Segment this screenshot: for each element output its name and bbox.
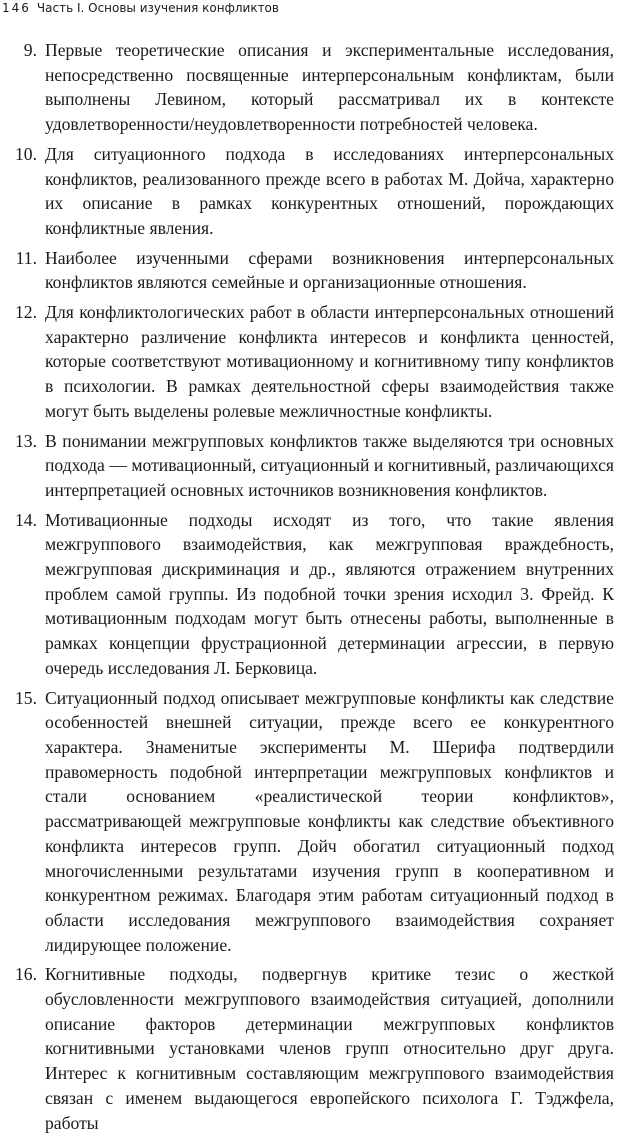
list-item [0,686,620,958]
item-number: 10. [15,143,37,164]
item-text: В понимании межгрупповых конфликтов также выделяются три основных подхода — мотивационный, ситуационный и когнитивный, различающихся интерпретацией основных источников возникновения конфликтов. [45,430,614,500]
list-item [0,142,620,241]
item-text: Для ситуационного подхода в исследованиях интерперсональных конфликтов, реализованного прежде всего в работах М. Дойча, характерно их описание в рамках конкурентных отношений, порождающих конфликтные явления. [45,143,614,238]
item-number: 12. [15,302,37,323]
list-item [0,962,620,1135]
item-number: 16. [15,964,37,985]
running-header [2,1,279,16]
item-text: Мотивационные подходы исходят из того, что такие явления межгруппового взаимодействия, как межгрупповая враждебность, межгрупповая дискриминация и др., являются отражением внутренних проблем самой группы. Из подобной точки зрения исходил 3. Фрейд. К мотивационным подходам могут быть отнесены работы, выполненные в рамках концепции фрустрационной детерминации агрессии, в первую очередь исследования Л. Берковица. [45,509,614,678]
item-text: Когнитивные подходы, подвергнув критике тезис о жесткой обусловленности межгруппового взаимодействия ситуацией, дополнили описание факторов детерминации межгрупповых конфликтов когнитивными установками членов групп относительно друг друга. Интерес к когнитивным составляющим межгруппового взаимодействия связан с именем выдающегося европейского психолога Г. Тэджфела, работы [45,964,614,1133]
item-text: Ситуационный подход описывает межгрупповые конфликты как следствие особенностей внешней ситуации, прежде всего ее конкурентного характера. Знаменитые эксперименты М. Шерифа подтвердили правомерность подобной интерпретации межгрупповых конфликтов и стали основанием «реалистической теории конфликтов», рассматривающей межгрупповые конфликты как следствие объективного конфликта интересов групп. Дойч обогатил ситуационный подход многочисленными результатами изучения групп в кооперативном и конкурентном режимах. Благодаря этим работам ситуационный подход в области исследования межгруппового взаимодействия сохраняет лидирующее положение. [45,687,614,955]
item-number: 11. [15,247,37,268]
item-number: 13. [15,430,37,451]
page-number: 146 [2,1,31,15]
list-item [0,429,620,503]
item-text: Первые теоретические описания и экспериментальные исследования, непосредственно посвященные интерперсональным конфликтам, были выполнены Левином, который рассматривал их в контексте удовлетворенности/неудовлетворенности потребностей человека. [45,40,614,135]
list-item [0,508,620,681]
item-number: 14. [15,509,37,530]
item-number: 9. [23,40,37,60]
list-item [0,300,620,424]
list-item [0,246,620,295]
list-item [0,38,620,137]
item-text: Для конфликтологических работ в области интерперсональных отношений характерно различение конфликта интересов и конфликта ценностей, которые соответствуют мотивационному и когнитивному типу конфликтов в психологии. В рамках деятельностной сферы взаимодействия также могут быть выделены ролевые межличностные конфликты. [45,302,614,421]
numbered-list [0,38,620,1140]
section-title: Часть I. Основы изучения конфликтов [36,1,279,15]
item-text: Наиболее изученными сферами возникновения интерперсональных конфликтов являются семейные и организационные отношения. [45,247,614,293]
item-number: 15. [15,687,37,708]
